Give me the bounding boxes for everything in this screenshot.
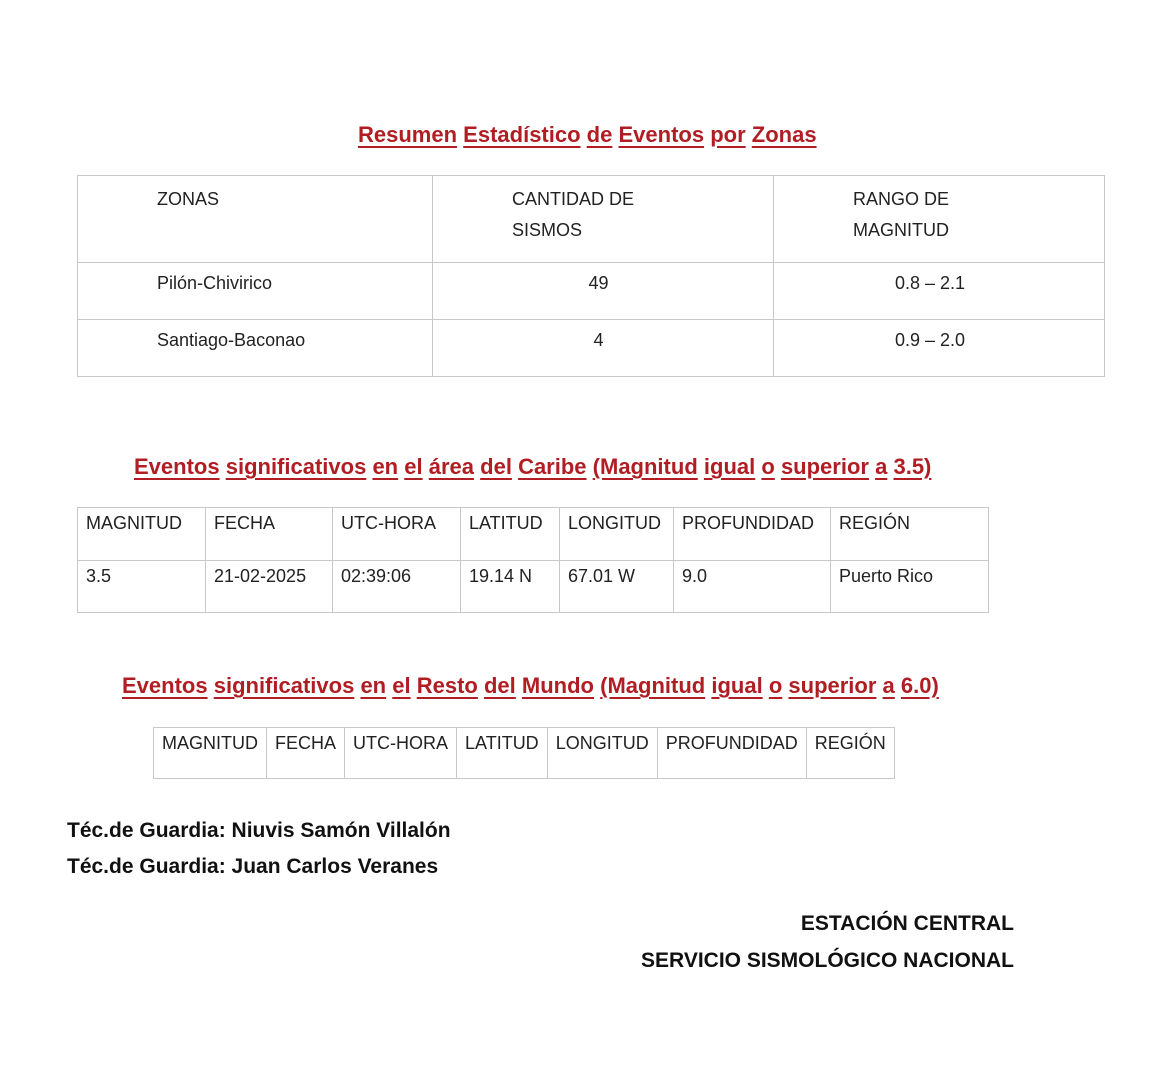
title-word: área [428, 454, 475, 479]
mundo-title [122, 673, 939, 699]
summary-title [358, 122, 817, 148]
title-word: Eventos [134, 454, 220, 479]
staff-line: Téc.de Guardia: Niuvis Samón Villalón [67, 819, 451, 842]
header-cell: REGIÓN [806, 728, 894, 779]
data-cell: 19.14 N [461, 561, 560, 613]
staff-line: Téc.de Guardia: Juan Carlos Veranes [67, 855, 439, 878]
caribe-events-table [77, 507, 989, 613]
title-word: o [768, 673, 783, 698]
header-cell: UTC-HORA [333, 508, 461, 561]
header-cell-cantidad: CANTIDAD DE SISMOS [433, 176, 774, 263]
title-word: o [761, 454, 775, 479]
title-word: Resumen [358, 122, 458, 147]
title-word: a [875, 454, 888, 479]
title-word: del [483, 673, 516, 698]
title-word: el [404, 454, 423, 479]
zones-summary-table [77, 175, 1105, 377]
title-word: (Magnitud [592, 454, 698, 479]
table-header-row [78, 176, 1105, 263]
title-word: del [480, 454, 512, 479]
header-cell: LATITUD [457, 728, 548, 779]
title-word: 6.0) [900, 673, 939, 698]
header-cell-zonas: ZONAS [78, 176, 433, 263]
title-word: Eventos [618, 122, 705, 147]
data-cell: 67.01 W [560, 561, 674, 613]
title-word: en [360, 673, 387, 698]
table-row [78, 263, 1105, 320]
zona-cell: Santiago-Baconao [78, 320, 433, 377]
table-row [78, 561, 989, 613]
data-cell: 21-02-2025 [206, 561, 333, 613]
cantidad-cell: 49 [433, 263, 774, 320]
header-cell: LONGITUD [547, 728, 657, 779]
header-cell: UTC-HORA [345, 728, 457, 779]
title-word: Estadístico [463, 122, 581, 147]
title-word: superior [780, 454, 869, 479]
data-cell: 02:39:06 [333, 561, 461, 613]
title-word: Eventos [122, 673, 208, 698]
mundo-events-table [153, 727, 895, 779]
title-word: igual [711, 673, 763, 698]
title-word: igual [703, 454, 756, 479]
title-word: en [372, 454, 399, 479]
station-name: ESTACIÓN CENTRAL [800, 912, 1014, 935]
title-word: Mundo [521, 673, 594, 698]
header-cell: PROFUNDIDAD [657, 728, 806, 779]
service-name: SERVICIO SISMOLÓGICO NACIONAL [641, 949, 1014, 972]
header-cell: MAGNITUD [154, 728, 267, 779]
data-cell: 9.0 [674, 561, 831, 613]
title-word: significativos [225, 454, 367, 479]
header-cell: MAGNITUD [78, 508, 206, 561]
title-word: (Magnitud [600, 673, 706, 698]
zona-cell: Pilón-Chivirico [78, 263, 433, 320]
data-cell: Puerto Rico [831, 561, 989, 613]
title-word: superior [788, 673, 877, 698]
header-cell: LATITUD [461, 508, 560, 561]
caribe-title [134, 454, 931, 480]
header-cell-rango: RANGO DE MAGNITUD [774, 176, 1105, 263]
title-word: Resto [416, 673, 478, 698]
rango-cell: 0.8 – 2.1 [774, 263, 1105, 320]
title-word: 3.5) [893, 454, 932, 479]
header-cell: REGIÓN [831, 508, 989, 561]
title-word: a [882, 673, 895, 698]
cantidad-cell: 4 [433, 320, 774, 377]
title-word: significativos [213, 673, 355, 698]
header-cell: FECHA [206, 508, 333, 561]
title-word: Zonas [751, 122, 817, 147]
title-word: de [586, 122, 613, 147]
table-header-row [78, 508, 989, 561]
title-word: Caribe [518, 454, 587, 479]
title-word: por [710, 122, 746, 147]
data-cell: 3.5 [78, 561, 206, 613]
header-cell: PROFUNDIDAD [674, 508, 831, 561]
header-cell: FECHA [267, 728, 345, 779]
title-word: el [392, 673, 411, 698]
table-header-row [154, 728, 895, 779]
header-cell: LONGITUD [560, 508, 674, 561]
rango-cell: 0.9 – 2.0 [774, 320, 1105, 377]
table-row [78, 320, 1105, 377]
